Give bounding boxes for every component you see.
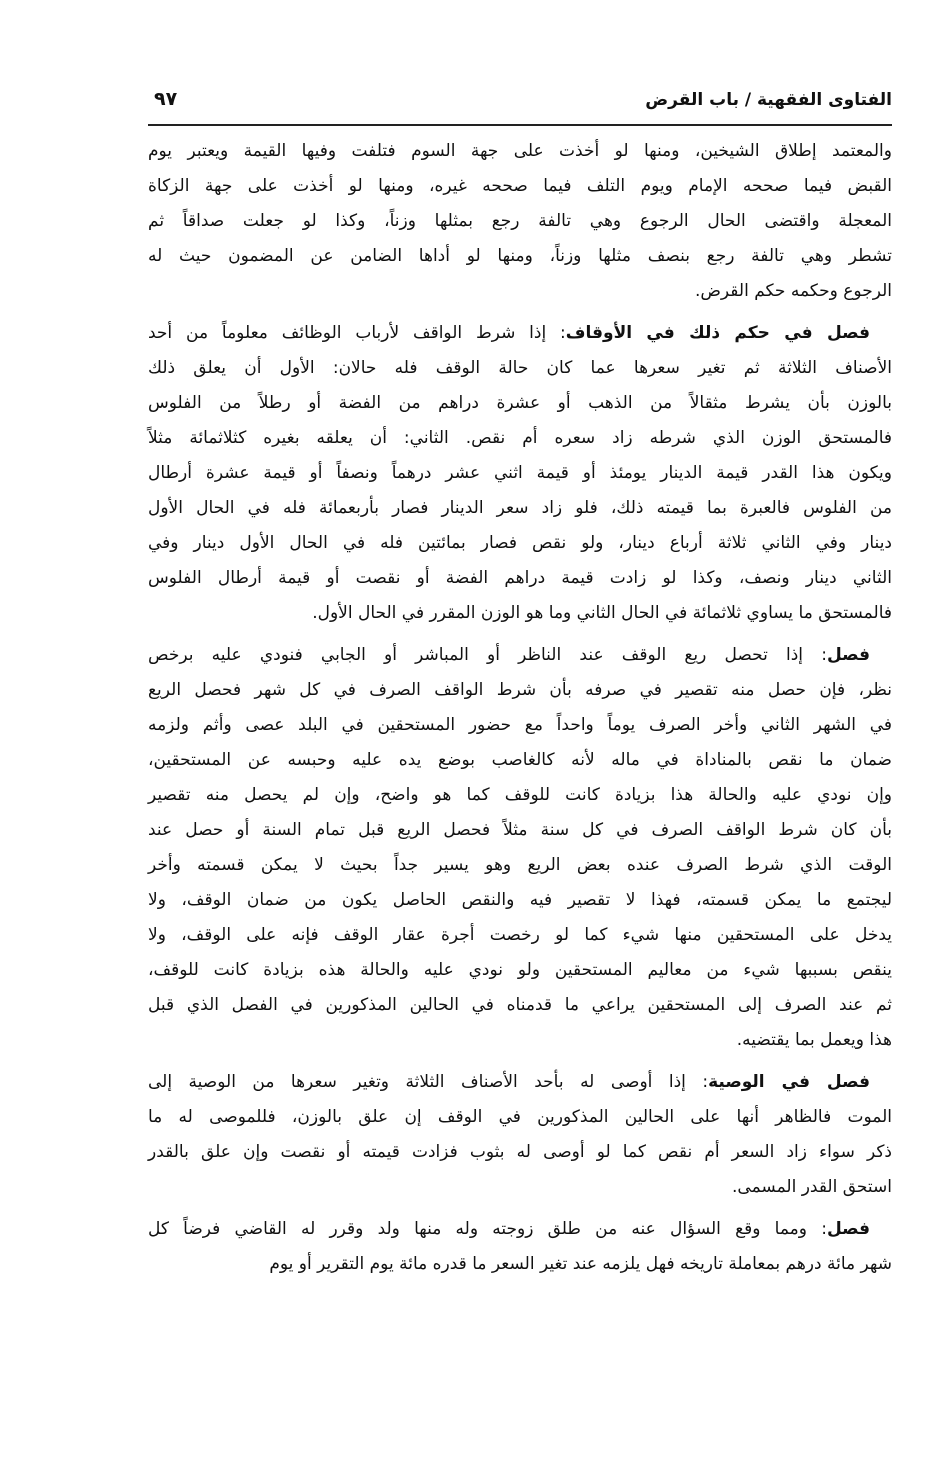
line-text: تشطر وهي تالفة رجع بنصف مثلها وزناً، ومنها لو أداها الضامن عن المضمون حيث له	[148, 246, 892, 266]
running-title: الفتاوى الفقهية / باب القرض	[645, 90, 892, 110]
line-text: القبض فيما صححه الإمام ويوم التلف فيما صححه غيره، ومنها لو أخذت على جهة الزكاة	[148, 176, 892, 196]
text-line	[148, 813, 892, 848]
line-text: وإن نودي عليه والحالة هذا بزيادة كانت للوقف كما هو واضح، وإن لم يحصل منه تقصير	[148, 785, 892, 805]
line-text: الموت فالظاهر أنها على الحالين المذكورين في الوقف إن علق بالوزن، فللموصى له ما	[148, 1107, 892, 1127]
text-line	[148, 316, 892, 351]
text-line	[148, 848, 892, 883]
line-text: ليجتمع ما يمكن قسمته، فهذا لا تقصير فيه والنقص الحاصل يكون من ضمان الوقف، ولا	[148, 890, 892, 910]
text-line	[148, 351, 892, 386]
text-line	[148, 204, 892, 239]
text-line	[148, 1023, 892, 1058]
text-line	[148, 1065, 892, 1100]
running-header	[148, 84, 892, 126]
line-text: المعجلة واقتضى الحال الرجوع وهي تالفة رجع بمثلها وزناً، وكذا لو جعلت صداقاً ثم	[148, 211, 892, 231]
text-line	[148, 456, 892, 491]
text-line	[148, 169, 892, 204]
page-number: ٩٧	[154, 88, 178, 110]
line-text: : ومما وقع السؤال عنه من طلق زوجته وله منها ولد وقرر له القاضي فرضاً كل	[148, 1219, 827, 1239]
line-text: : إذا أوصى له بأحد الأصناف الثلاثة وتغير سعرها من الوصية إلى	[148, 1072, 709, 1092]
line-text: الرجوع وحكمه حكم القرض.	[694, 281, 892, 301]
line-text: نظر، فإن حصل منه تقصير في صرفه بأن شرط الواقف الصرف في كل شهر فحصل الريع	[148, 680, 892, 700]
page-body	[148, 134, 892, 1289]
text-line	[148, 778, 892, 813]
text-line	[148, 1170, 892, 1205]
section-heading: فصل في الوصية	[708, 1072, 870, 1092]
line-text: فالمستحق ما يساوي ثلاثمائة في الحال الثاني وما هو الوزن المقرر في الحال الأول.	[312, 603, 892, 623]
line-text: : إذا تحصل ريع الوقف عند الناظر أو المباشر أو الجابي فنودي عليه برخص	[148, 645, 827, 665]
line-text: ويكون هذا القدر قيمة الدينار يومئذ أو قيمة اثني عشر درهماً ونصفاً أو قيمة عشرة أرطال	[148, 463, 892, 483]
line-text: والمعتمد إطلاق الشيخين، ومنها لو أخذت على جهة السوم فتلفت وفيها القيمة ويعتبر يوم	[148, 141, 892, 161]
line-text: : إذا شرط الواقف لأرباب الوظائف معلوماً من أحد	[148, 323, 566, 343]
text-line	[148, 274, 892, 309]
paragraph	[148, 1212, 892, 1282]
text-line	[148, 743, 892, 778]
line-text: بأن كان شرط الواقف الصرف في كل سنة مثلاً فحصل الريع قبل تمام السنة أو حصل عند	[148, 820, 892, 840]
line-text: شهر مائة درهم بمعاملة تاريخه فهل يلزمه عند تغير السعر ما قدره مائة يوم التقرير أو يوم	[269, 1254, 892, 1274]
text-line	[148, 708, 892, 743]
line-text: بالوزن بأن يشرط مثقالاً من الذهب أو عشرة دراهم من الفضة أو رطلاً من الفلوس	[148, 393, 892, 413]
line-text: في الشهر الثاني وأخر الصرف يوماً واحداً مع حضور المستحقين في البلد عصى وأثم ولزمه	[148, 715, 892, 735]
text-line	[148, 883, 892, 918]
line-text: فالمستحق الوزن الذي شرطه زاد سعره أم نقص. الثاني: أن يعلقه بغيره كثلاثمائة مثلاً	[148, 428, 892, 448]
text-line	[148, 1212, 892, 1247]
line-text: هذا ويعمل بما يقتضيه.	[736, 1030, 892, 1050]
text-line	[148, 918, 892, 953]
text-line	[148, 561, 892, 596]
paragraph	[148, 638, 892, 1058]
text-line	[148, 526, 892, 561]
line-text: ضمان ما نقص بالمناداة في ماله لأنه كالغاصب بوضع يده عليه وحبسه عن المستحقين،	[148, 750, 892, 770]
paragraph	[148, 134, 892, 309]
text-line	[148, 953, 892, 988]
section-heading: فصل	[826, 645, 870, 665]
text-line	[148, 638, 892, 673]
text-line	[148, 988, 892, 1023]
text-line	[148, 421, 892, 456]
line-text: يدخل على المستحقين منها شيء كما لو رخصت أجرة عقار الوقف فإنه على الوقف، ولا	[148, 925, 892, 945]
line-text: ذكر سواء زاد السعر أم نقص كما لو أوصى له بثوب فزادت قيمته أو نقصت وإن علق بالقدر	[148, 1142, 892, 1162]
line-text: ثم عند الصرف إلى المستحقين يراعي ما قدمناه في الحالين المذكورين في الفصل الذي قبل	[148, 995, 892, 1015]
text-line	[148, 239, 892, 274]
text-line	[148, 491, 892, 526]
text-line	[148, 1100, 892, 1135]
text-line	[148, 1247, 892, 1282]
line-text: استحق القدر المسمى.	[732, 1177, 892, 1197]
paragraph	[148, 1065, 892, 1205]
line-text: من الفلوس فالعبرة بما قيمته ذلك، فلو زاد سعر الدينار فصار بأربعمائة فله في الحال الأول	[148, 498, 892, 518]
line-text: دينار وفي الثاني ثلاثة أرباع دينار، ولو نقص فصار بمائتين فله في الحال الأول دينار وفي	[148, 533, 892, 553]
text-line	[148, 596, 892, 631]
line-text: الأصناف الثلاثة ثم تغير سعرها عما كان حالة الوقف فله حالان: الأول أن يعلق ذلك	[148, 358, 892, 378]
text-line	[148, 386, 892, 421]
text-line	[148, 1135, 892, 1170]
section-heading: فصل	[826, 1219, 870, 1239]
line-text: ينقص بسببها شيء من معاليم المستحقين ولو نودي عليه والحالة هذه بزيادة كانت للوقف،	[148, 960, 892, 980]
section-heading: فصل في حكم ذلك في الأوقاف	[565, 323, 870, 343]
line-text: الثاني دينار ونصف، وكذا لو زادت قيمة دراهم الفضة أو نقصت أو قيمة أرطال الفلوس	[148, 568, 892, 588]
paragraph	[148, 316, 892, 631]
text-line	[148, 673, 892, 708]
text-line	[148, 134, 892, 169]
line-text: الوقت الذي شرط الصرف عنده بعض الريع وهو يسير جداً بحيث لا يمكن قسمته وأخر	[148, 855, 892, 875]
